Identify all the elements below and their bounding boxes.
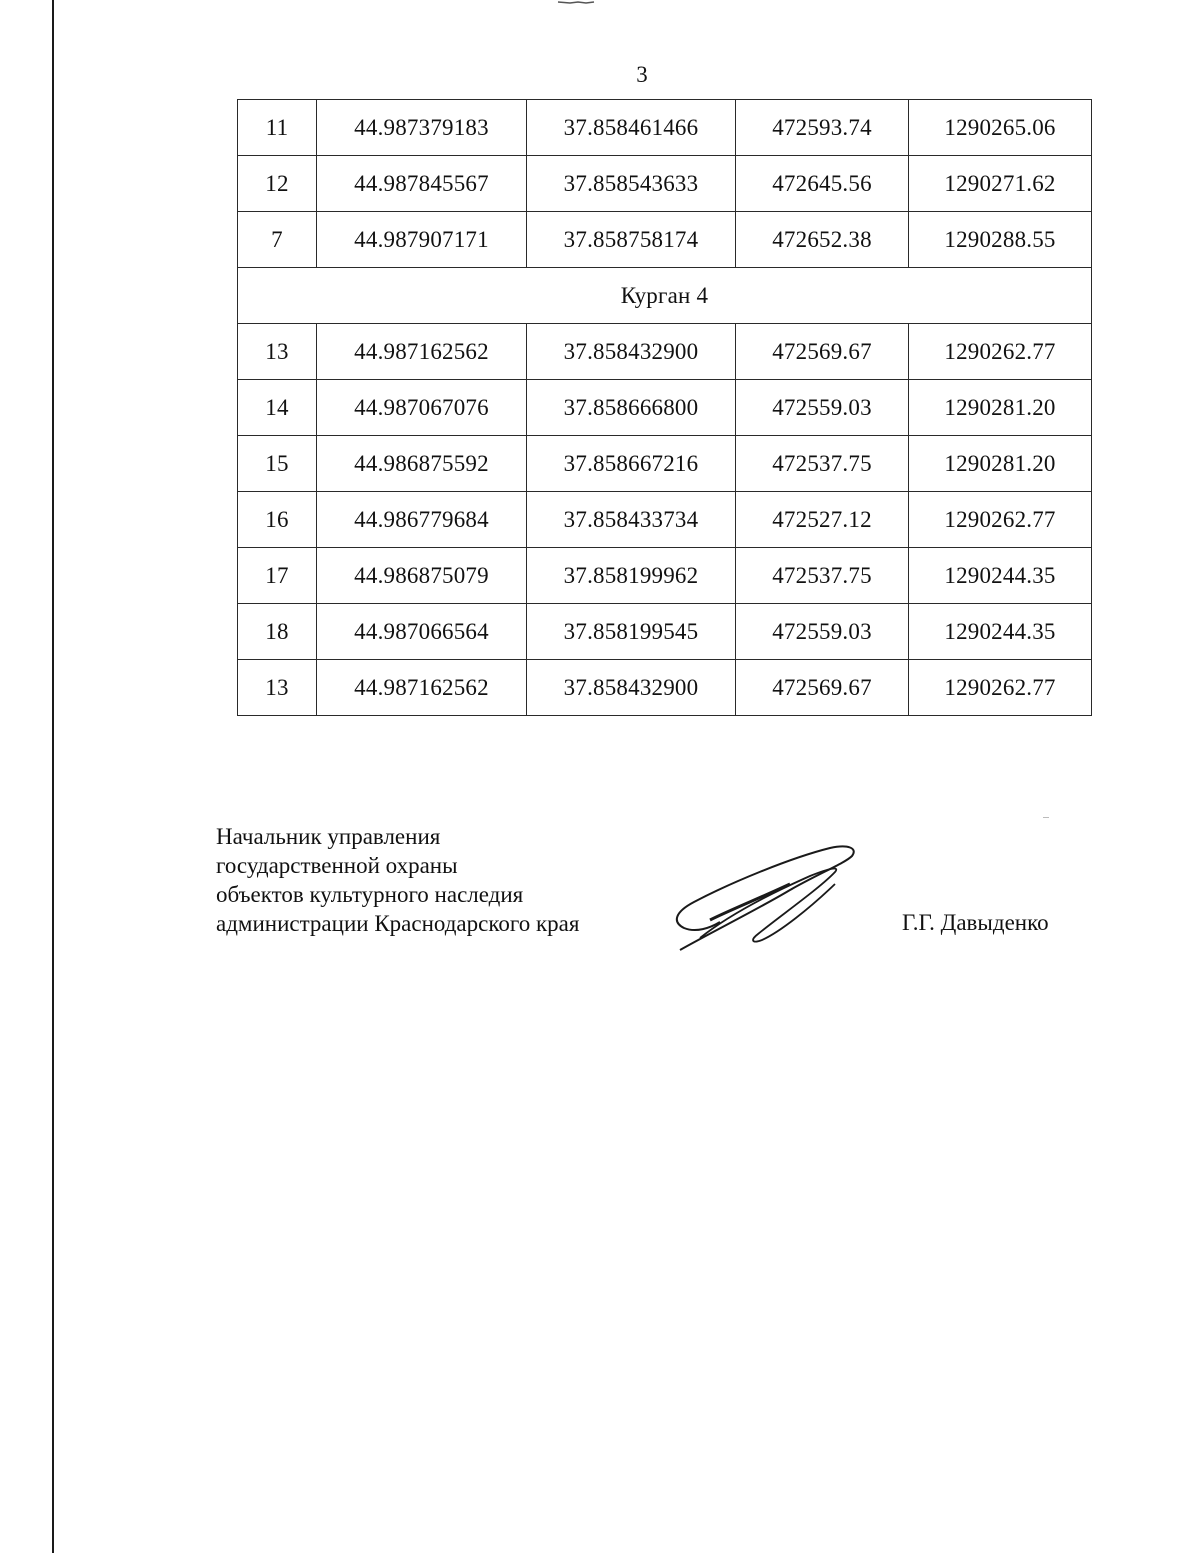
position-line: государственной охраны [216,853,458,878]
y-coordinate-cell: 1290262.77 [909,492,1092,548]
latitude-cell: 44.986875592 [317,436,527,492]
latitude-cell: 44.986875079 [317,548,527,604]
table-row [238,492,1092,548]
signatory-position [216,822,579,938]
table-row [238,212,1092,268]
point-number-cell: 12 [238,156,317,212]
y-coordinate-cell: 1290288.55 [909,212,1092,268]
x-coordinate-cell: 472559.03 [736,380,909,436]
y-coordinate-cell: 1290281.20 [909,380,1092,436]
table-row [238,660,1092,716]
table-section-row [238,268,1092,324]
latitude-cell: 44.987067076 [317,380,527,436]
latitude-cell: 44.986779684 [317,492,527,548]
longitude-cell: 37.858199545 [527,604,736,660]
y-coordinate-cell: 1290262.77 [909,660,1092,716]
top-edge-mark [556,0,596,6]
point-number-cell: 18 [238,604,317,660]
y-coordinate-cell: 1290271.62 [909,156,1092,212]
point-number-cell: 14 [238,380,317,436]
longitude-cell: 37.858543633 [527,156,736,212]
latitude-cell: 44.987379183 [317,100,527,156]
table-row [238,324,1092,380]
x-coordinate-cell: 472527.12 [736,492,909,548]
table-row [238,380,1092,436]
page-number: 3 [636,62,648,87]
table-row [238,604,1092,660]
table-row [238,100,1092,156]
point-number-cell: 11 [238,100,317,156]
point-number-cell: 7 [238,212,317,268]
point-number-cell: 17 [238,548,317,604]
x-coordinate-cell: 472652.38 [736,212,909,268]
signatory-name: Г.Г. Давыденко [902,910,1049,935]
y-coordinate-cell: 1290262.77 [909,324,1092,380]
y-coordinate-cell: 1290244.35 [909,604,1092,660]
point-number-cell: 15 [238,436,317,492]
coordinates-table-body [238,100,1092,716]
point-number-cell: 13 [238,660,317,716]
x-coordinate-cell: 472593.74 [736,100,909,156]
x-coordinate-cell: 472537.75 [736,548,909,604]
x-coordinate-cell: 472645.56 [736,156,909,212]
coordinates-table [237,99,1092,716]
longitude-cell: 37.858199962 [527,548,736,604]
position-line: объектов культурного наследия [216,882,524,907]
latitude-cell: 44.987162562 [317,324,527,380]
scan-speck [1043,817,1049,818]
latitude-cell: 44.987907171 [317,212,527,268]
table-row [238,548,1092,604]
table-row [238,436,1092,492]
y-coordinate-cell: 1290281.20 [909,436,1092,492]
x-coordinate-cell: 472569.67 [736,660,909,716]
longitude-cell: 37.858461466 [527,100,736,156]
longitude-cell: 37.858666800 [527,380,736,436]
section-label: Курган 4 [238,268,1092,324]
y-coordinate-cell: 1290265.06 [909,100,1092,156]
x-coordinate-cell: 472559.03 [736,604,909,660]
longitude-cell: 37.858758174 [527,212,736,268]
x-coordinate-cell: 472569.67 [736,324,909,380]
longitude-cell: 37.858667216 [527,436,736,492]
point-number-cell: 13 [238,324,317,380]
longitude-cell: 37.858433734 [527,492,736,548]
position-line: Начальник управления [216,824,441,849]
handwritten-signature [670,838,870,958]
table-row [238,156,1092,212]
point-number-cell: 16 [238,492,317,548]
latitude-cell: 44.987162562 [317,660,527,716]
page-left-edge-line [52,0,54,1553]
y-coordinate-cell: 1290244.35 [909,548,1092,604]
longitude-cell: 37.858432900 [527,660,736,716]
latitude-cell: 44.987845567 [317,156,527,212]
x-coordinate-cell: 472537.75 [736,436,909,492]
latitude-cell: 44.987066564 [317,604,527,660]
longitude-cell: 37.858432900 [527,324,736,380]
position-line: администрации Краснодарского края [216,911,580,936]
